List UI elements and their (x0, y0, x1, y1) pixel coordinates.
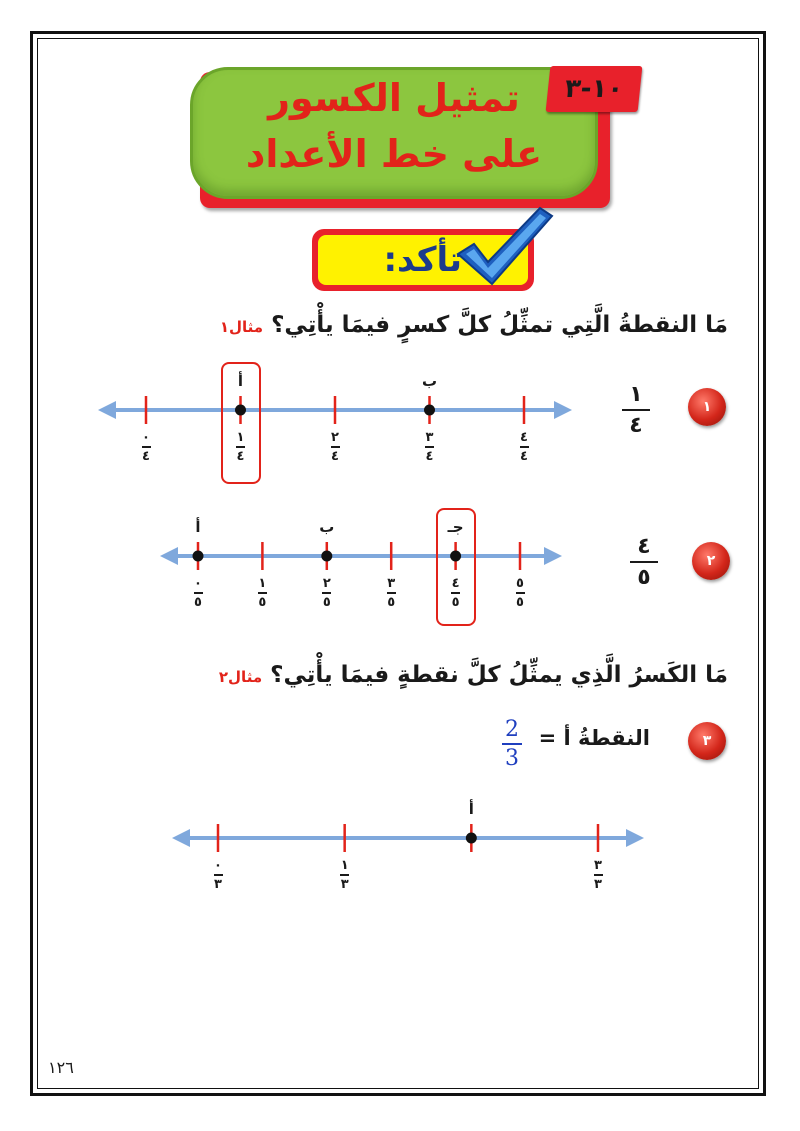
arrow-left-icon (172, 829, 190, 847)
problem1-fraction-num: ١ (629, 382, 643, 407)
point-letter: ب (319, 518, 335, 536)
tick-label-num: ٢ (322, 576, 331, 591)
point-letter: ب (421, 372, 438, 390)
tick-label-den: ٥ (322, 594, 331, 610)
tick-label (335, 858, 355, 892)
tick-label-num: ١ (236, 430, 245, 445)
tick-label-num: ٢ (331, 430, 339, 445)
lesson-title-line2: على خط الأعداد (245, 132, 543, 176)
problem3-answer-num: 2 (505, 717, 519, 742)
tick-label-den: ٥ (387, 594, 396, 610)
problem2-fraction-num: ٤ (637, 534, 651, 559)
tick-label-num: ٣ (387, 576, 396, 591)
problem2-badge: ٢ (692, 542, 730, 580)
arrow-right-icon (626, 829, 644, 847)
problem2-fraction-den: ٥ (637, 565, 651, 590)
point-letter: جـ (447, 518, 464, 536)
tick-label-num: ٠ (214, 858, 222, 873)
problem3-answer-den: 3 (505, 745, 519, 771)
tick-label-num: ٤ (451, 576, 460, 591)
check-heading: تأكد: (383, 240, 462, 280)
tick-label-den: ٣ (214, 876, 222, 892)
tick-label-den: ٤ (425, 448, 434, 464)
tick-label-num: ٥ (516, 576, 524, 591)
tick-label (588, 858, 608, 892)
tick-label-num: ١ (340, 858, 349, 873)
tick-label-den: ٣ (594, 876, 602, 892)
tick-label-den: ٣ (340, 876, 349, 892)
tick-label-den: ٥ (516, 594, 524, 610)
tick-label-num: ٠ (142, 430, 150, 445)
tick-label-den: ٤ (142, 448, 150, 464)
tick-label-den: ٤ (236, 448, 245, 464)
section2-example-ref: مثال٢ (218, 668, 263, 686)
tick-label-num: ١ (258, 576, 267, 591)
tick-label-den: ٥ (451, 594, 460, 610)
lesson-number-tag: ١٠-٣ (546, 66, 643, 112)
lesson-title-line1: تمثيل الكسور (268, 76, 520, 120)
section1-question-text: مَا النقطةُ الَّتِي تمثِّلُ كلَّ كسرٍ فيمَا يأْتِي؟ (271, 312, 728, 338)
section1-example-ref: مثال١ (219, 318, 264, 336)
tick-label-num: ٠ (194, 576, 202, 591)
problem3-badge: ٣ (688, 722, 726, 760)
tick-label (208, 858, 228, 892)
tick-label-num: ٣ (594, 858, 602, 873)
point-letter: أ (195, 518, 201, 536)
tick-label-den: ٥ (258, 594, 267, 610)
tick-label-num: ٤ (520, 430, 528, 445)
tick-label-den: ٤ (331, 448, 339, 464)
point-letter: أ (237, 372, 244, 390)
page-number: ١٢٦ (48, 1058, 74, 1077)
tick-label-den: ٤ (520, 448, 528, 464)
point-letter: أ (468, 800, 474, 818)
problem3-prompt: النقطةُ أ = (538, 726, 650, 750)
tick-label-den: ٥ (194, 594, 202, 610)
point-marker (466, 833, 477, 844)
tick-label-num: ٣ (425, 430, 434, 445)
problem1-badge: ١ (688, 388, 726, 426)
problem1-fraction-den: ٤ (629, 413, 643, 438)
section2-question-text: مَا الكَسرُ الَّذِي يمثِّلُ كلَّ نقطةٍ فيمَا يأْتِي؟ (270, 662, 728, 688)
